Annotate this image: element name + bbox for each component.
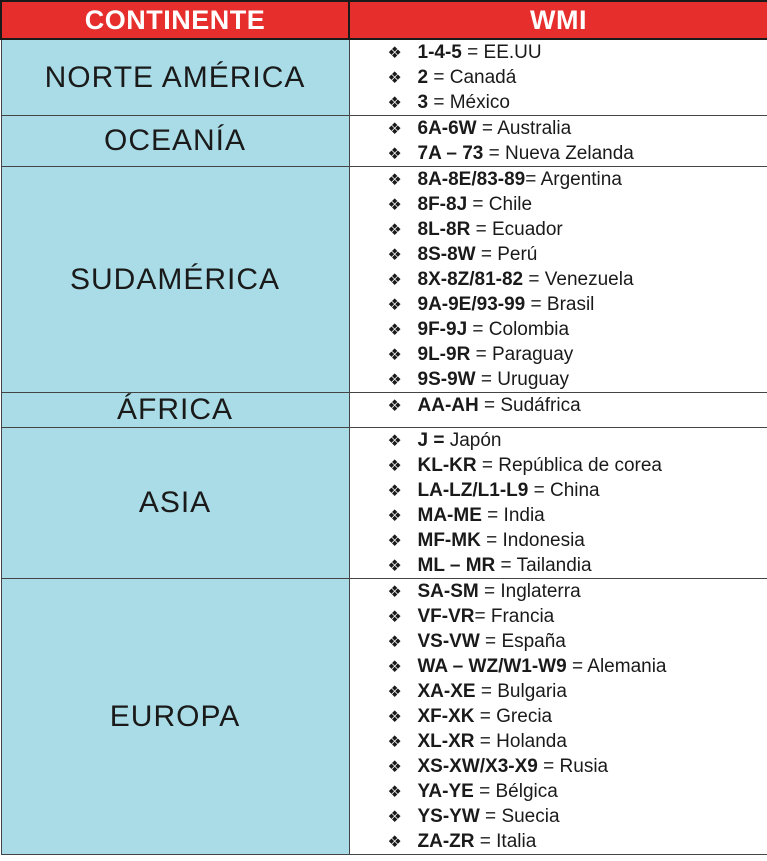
diamond-bullet-icon: ❖ — [387, 458, 402, 475]
list-item — [388, 779, 767, 804]
wmi-list — [350, 40, 767, 115]
wmi-code: J = — [417, 430, 445, 451]
header-continent: CONTINENTE — [1, 1, 349, 39]
equals-separator: = — [474, 831, 497, 852]
country-name: EE.UU — [483, 42, 542, 63]
list-item — [388, 528, 767, 553]
diamond-bullet-icon: ❖ — [387, 222, 402, 239]
country-name: Ecuador — [491, 219, 563, 240]
list-item — [388, 579, 767, 604]
list-item — [388, 553, 767, 578]
country-name: Indonesia — [502, 530, 585, 551]
diamond-bullet-icon: ❖ — [387, 121, 402, 138]
diamond-bullet-icon: ❖ — [387, 272, 402, 289]
wmi-code: 7A – 73 — [417, 143, 484, 164]
equals-separator: = — [481, 505, 504, 526]
equals-separator: = — [470, 219, 492, 240]
continent-cell: ÁFRICA — [1, 393, 349, 428]
list-item — [388, 478, 767, 503]
country-name: Perú — [497, 244, 538, 265]
diamond-bullet-icon: ❖ — [387, 508, 402, 525]
diamond-bullet-icon: ❖ — [387, 197, 402, 214]
wmi-code: SA-SM — [417, 581, 479, 602]
wmi-list — [350, 167, 767, 392]
country-name: Sudáfrica — [500, 395, 581, 416]
country-name: India — [503, 505, 545, 526]
country-name: Canadá — [449, 67, 517, 88]
wmi-code: LA-LZ/L1-L9 — [417, 480, 529, 501]
wmi-cell — [349, 393, 767, 428]
country-name: Japón — [449, 430, 502, 451]
wmi-code: MA-ME — [417, 505, 482, 526]
equals-separator: = — [475, 681, 498, 702]
wmi-list — [350, 393, 767, 418]
wmi-code: KL-KR — [417, 455, 477, 476]
diamond-bullet-icon: ❖ — [387, 146, 402, 163]
wmi-cell — [349, 579, 767, 855]
equals-separator: = — [483, 143, 505, 164]
wmi-code: 9S-9W — [417, 369, 476, 390]
wmi-code: 9L-9R — [417, 344, 471, 365]
diamond-bullet-icon: ❖ — [387, 297, 402, 314]
equals-separator: = — [479, 631, 502, 652]
equals-separator: = — [537, 756, 560, 777]
list-item — [388, 242, 767, 267]
table-row — [1, 116, 767, 167]
wmi-code: 8A-8E/83-89 — [417, 169, 526, 190]
wmi-code: MF-MK — [417, 530, 481, 551]
list-item — [388, 453, 767, 478]
wmi-code: VF-VR — [417, 606, 475, 627]
equals-separator: = — [523, 269, 545, 290]
equals-separator: = — [495, 555, 517, 576]
list-item — [388, 629, 767, 654]
equals-separator: = — [525, 294, 547, 315]
list-item — [388, 342, 767, 367]
diamond-bullet-icon: ❖ — [387, 659, 402, 676]
equals-separator: = — [474, 706, 497, 727]
diamond-bullet-icon: ❖ — [387, 834, 402, 851]
wmi-cell — [349, 167, 767, 393]
list-item — [388, 829, 767, 854]
country-name: Argentina — [540, 169, 622, 190]
list-item — [388, 393, 767, 418]
country-name: República de corea — [498, 455, 662, 476]
table-row — [1, 167, 767, 393]
list-item — [388, 217, 767, 242]
wmi-list — [350, 579, 767, 854]
diamond-bullet-icon: ❖ — [387, 759, 402, 776]
diamond-bullet-icon: ❖ — [387, 584, 402, 601]
wmi-code: 6A-6W — [417, 118, 477, 139]
country-name: Grecia — [496, 706, 553, 727]
diamond-bullet-icon: ❖ — [387, 172, 402, 189]
diamond-bullet-icon: ❖ — [387, 95, 402, 112]
equals-separator: = — [566, 656, 588, 677]
list-item — [388, 704, 767, 729]
list-item — [388, 65, 767, 90]
diamond-bullet-icon: ❖ — [387, 247, 402, 264]
country-name: Italia — [496, 831, 537, 852]
continent-cell: OCEANÍA — [1, 116, 349, 167]
list-item — [388, 267, 767, 292]
diamond-bullet-icon: ❖ — [387, 45, 402, 62]
header-row — [1, 1, 767, 39]
country-name: Colombia — [488, 319, 570, 340]
equals-separator: = — [475, 244, 498, 265]
equals-separator: = — [525, 169, 541, 190]
wmi-code: XF-XK — [417, 706, 475, 727]
diamond-bullet-icon: ❖ — [387, 372, 402, 389]
diamond-bullet-icon: ❖ — [387, 533, 402, 550]
equals-separator: = — [476, 118, 498, 139]
list-item — [388, 167, 767, 192]
equals-separator: = — [479, 806, 502, 827]
wmi-code: 2 — [417, 67, 429, 88]
continent-cell: NORTE AMÉRICA — [1, 39, 349, 116]
equals-separator: = — [475, 369, 498, 390]
wmi-code: 8L-8R — [417, 219, 471, 240]
wmi-code: 8S-8W — [417, 244, 476, 265]
wmi-code: XL-XR — [417, 731, 475, 752]
list-item — [388, 367, 767, 392]
country-name: Bélgica — [495, 781, 558, 802]
country-name: España — [501, 631, 566, 652]
diamond-bullet-icon: ❖ — [387, 433, 402, 450]
wmi-code: 8X-8Z/81-82 — [417, 269, 524, 290]
list-item — [388, 729, 767, 754]
equals-separator: = — [474, 731, 497, 752]
country-name: Suecia — [501, 806, 560, 827]
wmi-cell — [349, 428, 767, 579]
equals-separator: = — [467, 319, 489, 340]
diamond-bullet-icon: ❖ — [387, 709, 402, 726]
list-item — [388, 754, 767, 779]
equals-separator: = — [428, 92, 450, 113]
diamond-bullet-icon: ❖ — [387, 634, 402, 651]
list-item — [388, 654, 767, 679]
list-item — [388, 503, 767, 528]
country-name: Rusia — [559, 756, 609, 777]
country-name: Holanda — [496, 731, 567, 752]
country-name: Bulgaria — [497, 681, 567, 702]
list-item — [388, 192, 767, 217]
equals-separator: = — [476, 455, 499, 476]
wmi-code: XS-XW/X3-X9 — [417, 756, 538, 777]
list-item — [388, 604, 767, 629]
country-name: Paraguay — [491, 344, 574, 365]
wmi-code: YA-YE — [417, 781, 474, 802]
equals-separator: = — [478, 581, 501, 602]
wmi-code: 9A-9E/93-99 — [417, 294, 526, 315]
list-item — [388, 317, 767, 342]
country-name: Tailandia — [516, 555, 592, 576]
diamond-bullet-icon: ❖ — [387, 734, 402, 751]
wmi-list — [350, 428, 767, 578]
wmi-code: 3 — [417, 92, 429, 113]
wmi-cell — [349, 116, 767, 167]
equals-separator: = — [478, 395, 501, 416]
list-item — [388, 141, 767, 166]
table-row — [1, 39, 767, 116]
equals-separator: = — [461, 42, 484, 63]
equals-separator: = — [467, 194, 489, 215]
list-item — [388, 116, 767, 141]
wmi-code: WA – WZ/W1-W9 — [417, 656, 567, 677]
wmi-code: ZA-ZR — [417, 831, 475, 852]
equals-separator: = — [470, 344, 492, 365]
diamond-bullet-icon: ❖ — [387, 558, 402, 575]
diamond-bullet-icon: ❖ — [387, 684, 402, 701]
diamond-bullet-icon: ❖ — [387, 398, 402, 415]
country-name: China — [549, 480, 600, 501]
diamond-bullet-icon: ❖ — [387, 322, 402, 339]
wmi-code: ML – MR — [417, 555, 496, 576]
country-name: Alemania — [587, 656, 667, 677]
table-row — [1, 579, 767, 855]
equals-separator: = — [473, 781, 496, 802]
country-name: Chile — [488, 194, 533, 215]
equals-separator: = — [480, 530, 503, 551]
wmi-code: 9F-9J — [417, 319, 468, 340]
diamond-bullet-icon: ❖ — [387, 609, 402, 626]
wmi-code: 8F-8J — [417, 194, 468, 215]
wmi-list — [350, 116, 767, 166]
list-item — [388, 804, 767, 829]
country-name: Francia — [490, 606, 555, 627]
country-name: Nueva Zelanda — [505, 143, 634, 164]
wmi-cell — [349, 39, 767, 116]
equals-separator: = — [474, 606, 491, 627]
wmi-code: YS-YW — [417, 806, 480, 827]
country-name: Brasil — [546, 294, 595, 315]
list-item — [388, 292, 767, 317]
header-wmi: WMI — [349, 1, 767, 39]
wmi-code: 1-4-5 — [417, 42, 462, 63]
continent-cell: ASIA — [1, 428, 349, 579]
equals-separator: = — [528, 480, 550, 501]
country-name: Uruguay — [497, 369, 570, 390]
list-item — [388, 428, 767, 453]
continent-cell: EUROPA — [1, 579, 349, 855]
table-body — [1, 39, 767, 855]
list-item — [388, 679, 767, 704]
country-name: Venezuela — [544, 269, 634, 290]
table-row — [1, 428, 767, 579]
wmi-code: XA-XE — [417, 681, 476, 702]
diamond-bullet-icon: ❖ — [387, 809, 402, 826]
equals-separator: = — [428, 67, 450, 88]
diamond-bullet-icon: ❖ — [387, 483, 402, 500]
country-name: Inglaterra — [500, 581, 581, 602]
country-name: México — [449, 92, 510, 113]
wmi-code: VS-VW — [417, 631, 480, 652]
list-item — [388, 40, 767, 65]
country-name: Australia — [497, 118, 572, 139]
continent-cell: SUDAMÉRICA — [1, 167, 349, 393]
diamond-bullet-icon: ❖ — [387, 784, 402, 801]
list-item — [388, 90, 767, 115]
diamond-bullet-icon: ❖ — [387, 347, 402, 364]
diamond-bullet-icon: ❖ — [387, 70, 402, 87]
table-row — [1, 393, 767, 428]
wmi-code: AA-AH — [417, 395, 479, 416]
